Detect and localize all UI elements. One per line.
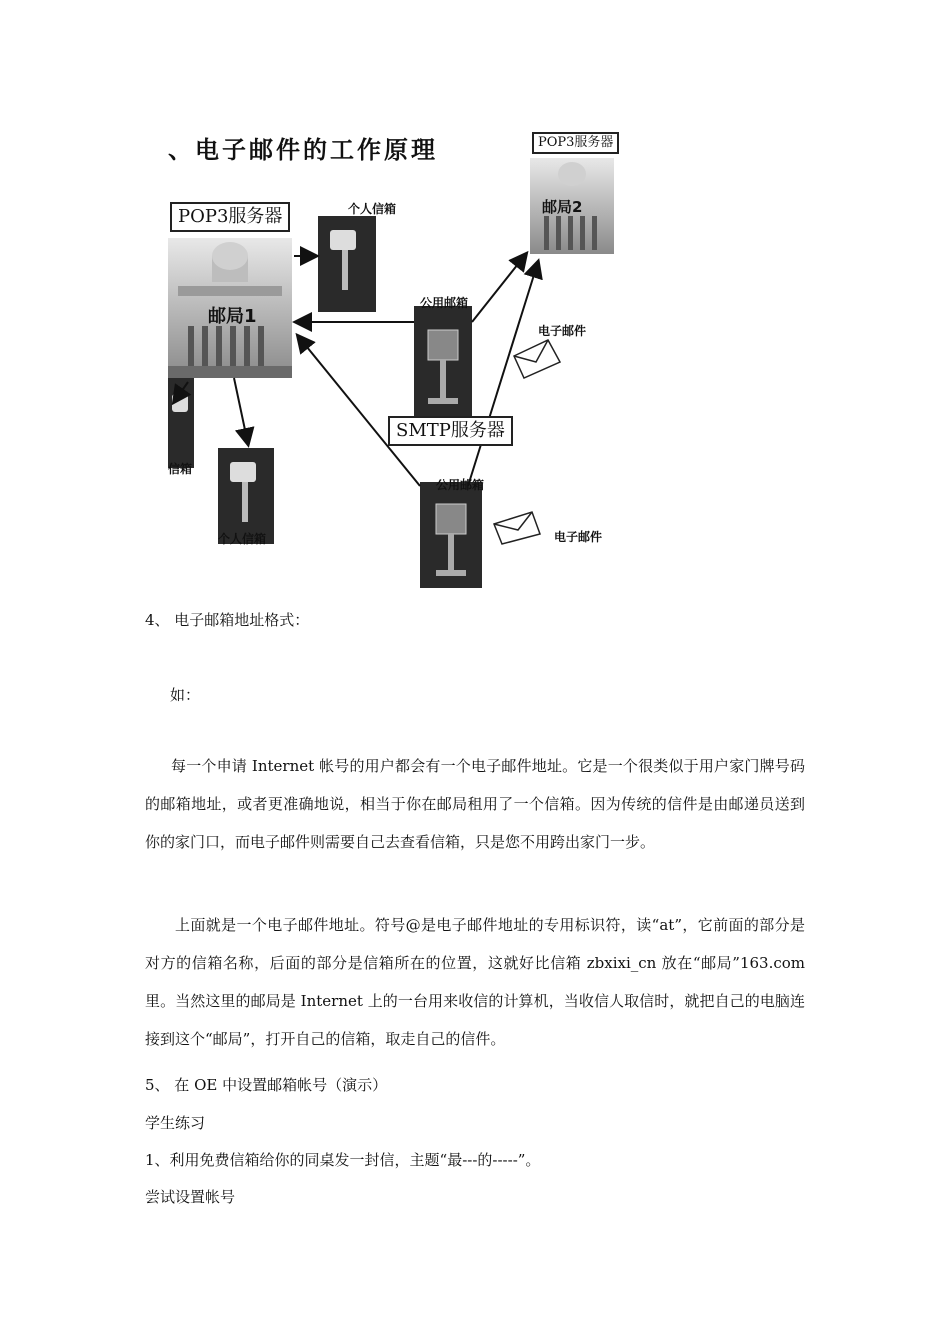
figure-title: 、电子邮件的工作原理 [168, 136, 438, 164]
public-box-2-label: 公用邮箱 [436, 478, 485, 492]
mailbox-bottom-label: 个人信箱 [218, 532, 267, 546]
pop3-label-right: POP3服务器 [532, 132, 619, 154]
practice-heading: 学生练习 [145, 1114, 206, 1132]
email-principle-diagram [168, 126, 628, 592]
paragraph-2: 上面就是一个电子邮件地址。符号@是电子邮件地址的专用标识符，读“at”，它前面的部分是对方的信箱名称，后面的部分是信箱所在的位置，这就好比信箱 zbxixi_cn 放在“邮局”163.com 里。当然这里的邮局是 Internet 上的一台用来收信的计算机，当收信人取信时，就把自己的电脑连 接到这个“邮局”，打开自己的信箱，取走自己的信件。 [145, 916, 805, 1048]
public-mailbox-2 [420, 482, 482, 588]
section-5-heading: 5、 在 OE 中设置邮箱帐号（演示） [145, 1076, 388, 1094]
mailbox-top-label: 个人信箱 [348, 202, 397, 216]
section-4-heading: 4、 电子邮箱地址格式： [145, 611, 310, 629]
pop3-label-left: POP3服务器 [170, 202, 290, 232]
email-envelope-2 [494, 512, 540, 544]
personal-mailbox-top [318, 216, 376, 312]
smtp-label: SMTP服务器 [388, 416, 513, 446]
email-label-2: 电子邮件 [554, 530, 603, 544]
email-envelope-1 [514, 340, 560, 378]
task-1: 1、利用免费信箱给你的同桌发一封信，主题“最---的-----”。 [145, 1151, 541, 1169]
public-mailbox-1 [414, 306, 472, 418]
mailbox-left-label: 信箱 [168, 462, 193, 476]
post-office-1-label: 邮局1 [208, 306, 257, 327]
paragraph-1: 每一个申请 Internet 帐号的用户都会有一个电子邮件地址。它是一个很类似于用户家门牌号码 的邮箱地址，或者更准确地说，相当于你在邮局租用了一个信箱。因为传统的信件是由邮递员送到 你的家门口，而电子邮件则需要自己去查看信箱，只是您不用跨出家门一步。 [145, 757, 805, 851]
email-label-1: 电子邮件 [538, 324, 587, 338]
example-label: 如： [170, 686, 201, 704]
public-box-1-label: 公用邮箱 [420, 296, 469, 310]
post-office-2-label: 邮局2 [542, 198, 583, 216]
task-2: 尝试设置帐号 [145, 1188, 236, 1206]
